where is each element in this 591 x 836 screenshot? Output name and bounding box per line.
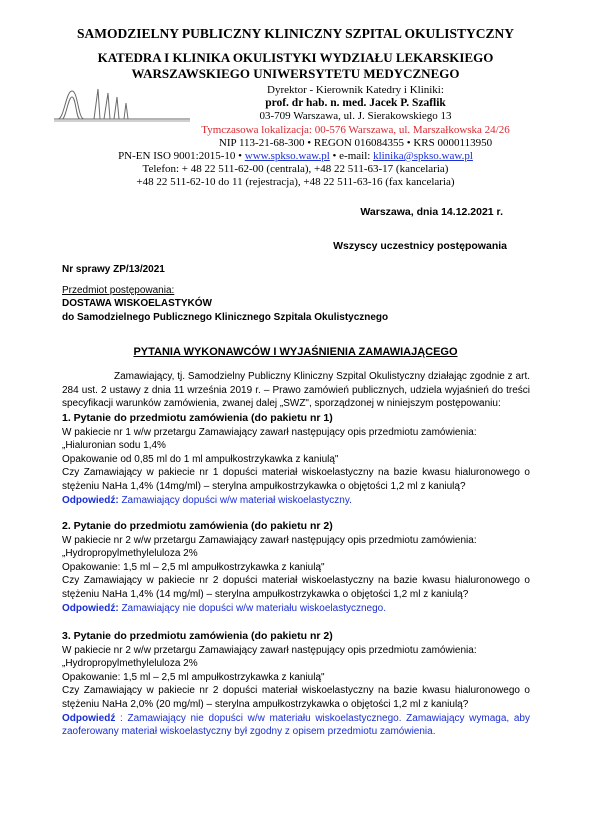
hospital-address: 03-709 Warszawa, ul. J. Sierakowskiego 13 [259,110,452,123]
question-text: Czy Zamawiający w pakiecie nr 2 dopuści materiał wiskoelastyczny na bazie kwasu hialuronowego o stężeniu NaHa 2,0% (20 mg/ml) – sterylna ampułkostrzykawka o objętości 1,2 ml z kaniulą? [62,685,530,710]
subject-label: Przedmiot postępowania: [62,284,175,296]
question-2 [62,520,530,615]
case-number: Nr sprawy ZP/13/2021 [62,264,165,275]
answer-text: Zamawiający nie dopuści w/w materiału wiskoelastycznego. [118,602,387,614]
answer [62,494,530,508]
section-title: PYTANIA WYKONAWCÓW I WYJAŚNIENIA ZAMAWIAJĄCEGO [133,346,458,358]
registry-ids: NIP 113-21-68-300 • REGON 016084355 • KRS 0000113950 [218,136,493,149]
hospital-name: SAMODZIELNY PUBLICZNY KLINICZNY SZPITAL OKULISTYCZNY [76,26,515,41]
question-line: W pakiecie nr 2 w/w przetargu Zamawiający zawarł następujący opis przedmiotu zamówienia: [62,644,477,656]
question-title: 2. Pytanie do przedmiotu zamówienia (do pakietu nr 2) [62,520,333,532]
question-text: Czy Zamawiający w pakiecie nr 2 dopuści materiał wiskoelastyczny na bazie kwasu hialuronowego o stężeniu NaHa 1,4% (14 mg/ml) – sterylna ampułkostrzykawka o objętości 1,2 ml z kaniulą? [62,575,530,600]
answer-label: Odpowiedź: [62,494,119,506]
contact-block-2 [0,150,591,190]
question-line: W pakiecie nr 2 w/w przetargu Zamawiający zawarł następujący opis przedmiotu zamówienia: [62,534,477,546]
answer-text: : Zamawiający nie dopuści w/w materiału wiskoelastycznego. Zamawiający wymaga, aby zaoferowany materiał wiskoelastyczny był zgodny z opisem przedmiotu zamówienia. [62,712,530,738]
question-line: „Hialuronian sodu 1,4% [62,440,166,452]
case-info [62,263,530,324]
addressee: Wszyscy uczestnicy postępowania [333,240,507,252]
question-line: W pakiecie nr 1 w/w przetargu Zamawiający zawarł następujący opis przedmiotu zamówienia: [62,426,477,438]
question-title: 3. Pytanie do przedmiotu zamówienia (do pakietu nr 2) [62,630,333,642]
question-text: Czy Zamawiający w pakiecie nr 1 dopuści materiał wiskoelastyczny na bazie kwasu hialuronowego o stężeniu NaHa 1,4% (14mg/ml) – sterylna ampułkostrzykawka o objętości 1,2 ml z kaniulą? [62,467,530,492]
department-name [0,50,591,82]
phone-line-1: Telefon: + 48 22 511-62-00 (centrala), +48 22 511-63-17 (kancelaria) [142,163,449,176]
answer-text: Zamawiający dopuści w/w materiał wiskoelastyczny. [118,494,352,506]
department-line-2: WARSZAWSKIEGO UNIWERSYTETU MEDYCZNEGO [131,66,460,81]
answer-label: Odpowiedź: [62,602,119,614]
subject-line-2: do Samodzielnego Publicznego Klinicznego Szpitala Okulistycznego [62,311,389,323]
subject-line-1: DOSTAWA WISKOELASTYKÓW [62,298,212,310]
intro-paragraph: Zamawiający, tj. Samodzielny Publiczny Kliniczny Szpital Okulistyczny działając zgodnie z art. 284 ust. 2 ustawy z dnia 11 września 2019 r. – Prawo zamówień publicznych, udziela wyjaśnień do treści specyfikacji warunków zamówienia, zwanej dalej „SWZ", sporządzonej w niniejszym postępowaniu: [62,371,530,410]
answer [62,712,530,739]
email-link[interactable]: klinika@spkso.waw.pl [373,150,473,162]
question-3 [62,630,530,739]
web-email-line [0,150,591,163]
question-line: Opakowanie: 1,5 ml – 2,5 ml ampułkostrzykawka z kaniulą" [62,671,325,683]
question-title: 1. Pytanie do przedmiotu zamówienia (do pakietu nr 1) [62,412,333,424]
department-line-1: KATEDRA I KLINIKA OKULISTYKI WYDZIAŁU LEKARSKIEGO [97,50,494,65]
question-line: „Hydropropylmethyleluloza 2% [62,658,198,670]
temporary-location: Tymczasowa lokalizacja: 00-576 Warszawa, ul. Marszałkowska 24/26 [201,123,510,136]
director-label: Dyrektor - Kierownik Katedry i Kliniki: [267,84,444,96]
answer-label: Odpowiedź [62,712,116,724]
question-line: „Hydropropylmethyleluloza 2% [62,548,198,560]
question-line: Opakowanie od 0,85 ml do 1 ml ampułkostrzykawka z kaniulą" [62,453,339,465]
answer [62,602,530,616]
question-1 [62,412,530,507]
contact-block [60,84,591,150]
website-link[interactable]: www.spkso.waw.pl [244,150,330,162]
iso-label: PN-EN ISO 9001:2015-10 • [118,150,245,162]
document-date: Warszawa, dnia 14.12.2021 r. [360,206,503,218]
phone-line-2: +48 22 511-62-10 do 11 (rejestracja), +48 22 511-63-16 (fax kancelaria) [136,176,455,189]
question-line: Opakowanie: 1,5 ml – 2,5 ml ampułkostrzykawka z kaniulą" [62,561,325,573]
director-name: prof. dr hab. n. med. Jacek P. Szaflik [265,97,446,110]
email-label: • e-mail: [329,150,374,162]
